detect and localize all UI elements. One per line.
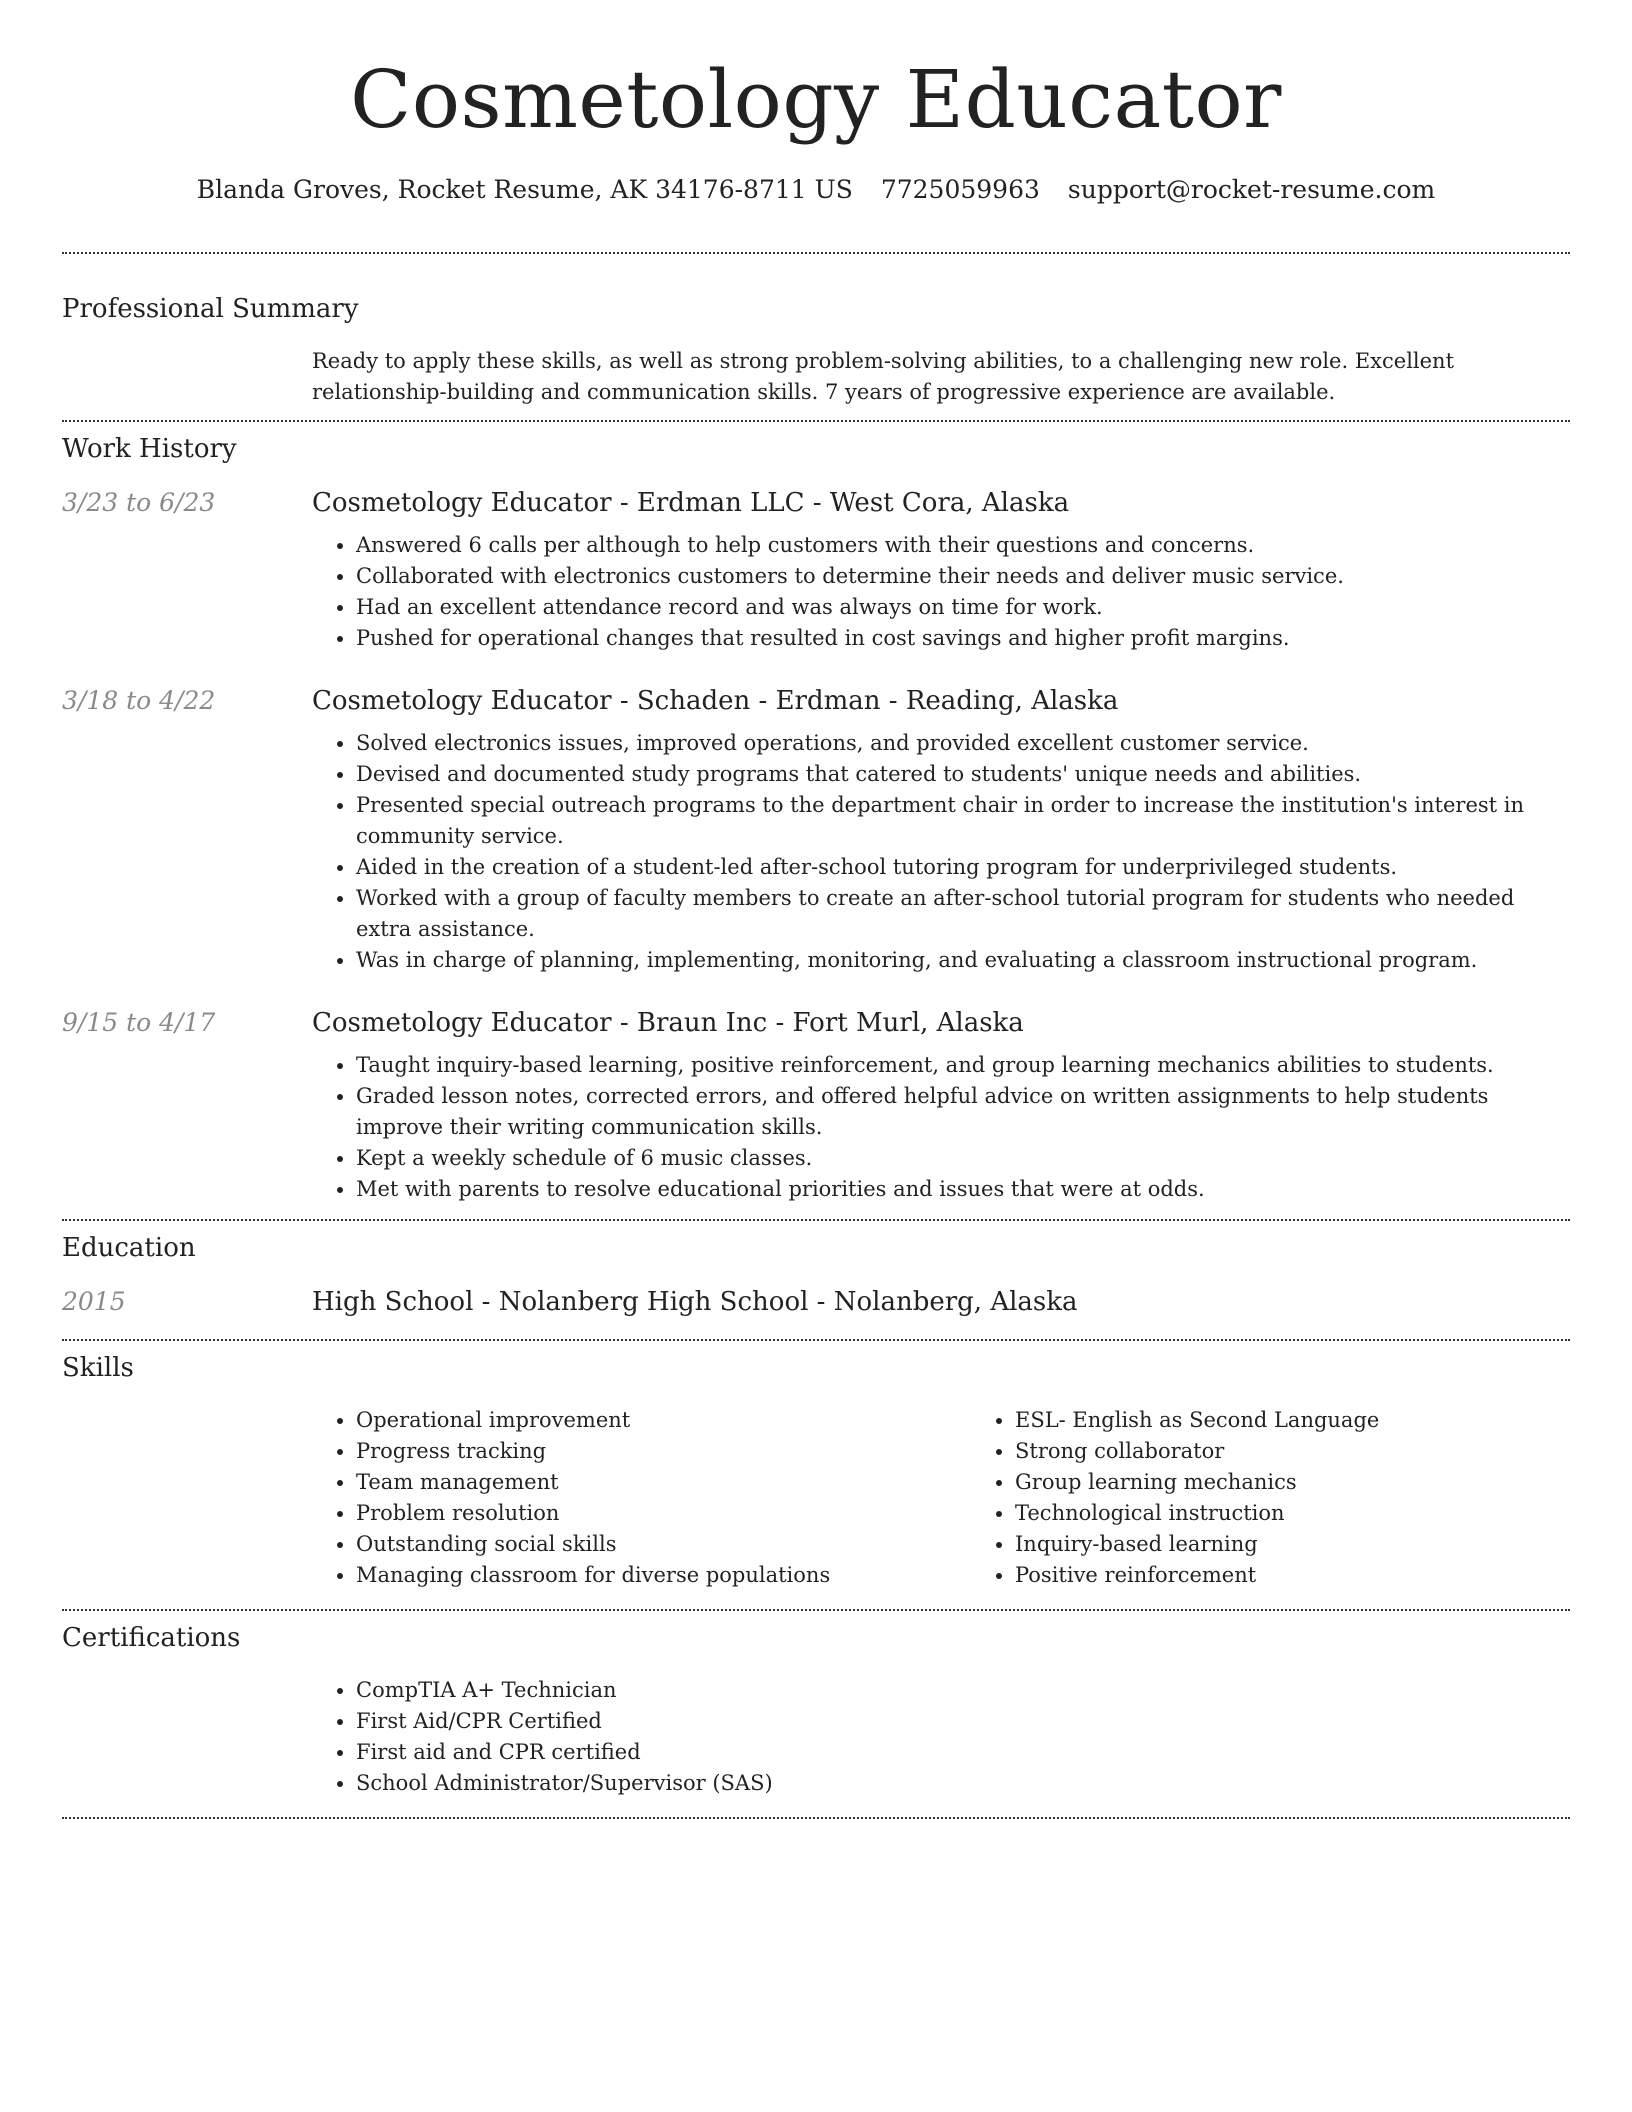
skills-column-left	[312, 1405, 971, 1591]
list-item: • Operational improvement	[356, 1405, 971, 1436]
list-item: • Worked with a group of faculty members to create an after-school tutorial program for students who needed extra assistance.	[356, 883, 1570, 945]
list-item: • Pushed for operational changes that resulted in cost savings and higher profit margins.	[356, 623, 1570, 654]
job-title: Cosmetology Educator - Erdman LLC - West Cora, Alaska	[312, 488, 1070, 518]
contact-email: support@rocket-resume.com	[1067, 175, 1436, 204]
list-item: • Kept a weekly schedule of 6 music classes.	[356, 1143, 1570, 1174]
list-item: • Problem resolution	[356, 1498, 971, 1529]
list-item: • Technological instruction	[1015, 1498, 1570, 1529]
section-heading-certifications: Certifications	[62, 1623, 241, 1653]
job-entry	[62, 486, 1570, 654]
skills-section	[62, 1341, 1570, 1591]
list-item: • CompTIA A+ Technician	[356, 1675, 1570, 1706]
list-item: • Group learning mechanics	[1015, 1467, 1570, 1498]
list-item: • Taught inquiry-based learning, positive reinforcement, and group learning mechanics abilities to students.	[356, 1050, 1570, 1081]
list-item: • First aid and CPR certified	[356, 1737, 1570, 1768]
job-dates: 3/18 to 4/22	[62, 686, 216, 715]
list-item: • Outstanding social skills	[356, 1529, 971, 1560]
job-entry	[62, 684, 1570, 976]
list-item: • Had an excellent attendance record and was always on time for work.	[356, 592, 1570, 623]
education-year: 2015	[62, 1287, 126, 1316]
education-entry	[62, 1285, 1570, 1319]
contact-address: Blanda Groves, Rocket Resume, AK 34176-8711 US	[196, 175, 853, 204]
list-item: • Aided in the creation of a student-led after-school tutoring program for underprivileged students.	[356, 852, 1570, 883]
list-item: • Was in charge of planning, implementing, monitoring, and evaluating a classroom instructional program.	[356, 945, 1570, 976]
resume-title: Cosmetology Educator	[350, 53, 1282, 146]
list-item: • Devised and documented study programs that catered to students' unique needs and abilities.	[356, 759, 1570, 790]
list-item: • Team management	[356, 1467, 971, 1498]
summary-section	[62, 254, 1570, 408]
education-section	[62, 1221, 1570, 1319]
skills-column-right	[971, 1405, 1570, 1591]
job-title: Cosmetology Educator - Braun Inc - Fort Murl, Alaska	[312, 1008, 1024, 1038]
job-dates: 9/15 to 4/17	[62, 1008, 216, 1037]
list-item: • Solved electronics issues, improved operations, and provided excellent customer service.	[356, 728, 1570, 759]
list-item: • Strong collaborator	[1015, 1436, 1570, 1467]
list-item: • Presented special outreach programs to the department chair in order to increase the institution's interest in community service.	[356, 790, 1570, 852]
certifications-section	[62, 1611, 1570, 1799]
job-bullets	[312, 728, 1570, 976]
work-history-section	[62, 422, 1570, 1205]
list-item: • First Aid/CPR Certified	[356, 1706, 1570, 1737]
job-bullets	[312, 1050, 1570, 1205]
list-item: • Progress tracking	[356, 1436, 971, 1467]
list-item: • Positive reinforcement	[1015, 1560, 1570, 1591]
section-heading-skills: Skills	[62, 1353, 134, 1383]
contact-line	[62, 174, 1570, 206]
skills-list	[312, 1405, 1570, 1591]
job-title: Cosmetology Educator - Schaden - Erdman - Reading, Alaska	[312, 686, 1119, 716]
section-heading-work-history: Work History	[62, 434, 237, 464]
job-entry	[62, 1006, 1570, 1205]
contact-phone: 7725059963	[880, 175, 1040, 204]
job-dates: 3/23 to 6/23	[62, 488, 216, 517]
summary-text: Ready to apply these skills, as well as strong problem-solving abilities, to a challenging new role. Excellent relationship-building and communication skills. 7 years of progressive experience are available.	[312, 349, 1455, 404]
list-item: • Answered 6 calls per although to help customers with their questions and concerns.	[356, 530, 1570, 561]
list-item: • Collaborated with electronics customers to determine their needs and deliver music service.	[356, 561, 1570, 592]
list-item: • ESL- English as Second Language	[1015, 1405, 1570, 1436]
certifications-list	[312, 1675, 1570, 1799]
list-item: • Graded lesson notes, corrected errors, and offered helpful advice on written assignments to help students improve their writing communication skills.	[356, 1081, 1570, 1143]
list-item: • Managing classroom for diverse populations	[356, 1560, 971, 1591]
education-title: High School - Nolanberg High School - Nolanberg, Alaska	[312, 1287, 1078, 1317]
list-item: • Inquiry-based learning	[1015, 1529, 1570, 1560]
list-item: • Met with parents to resolve educational priorities and issues that were at odds.	[356, 1174, 1570, 1205]
section-heading-education: Education	[62, 1233, 196, 1263]
list-item: • School Administrator/Supervisor (SAS)	[356, 1768, 1570, 1799]
section-heading-summary: Professional Summary	[62, 294, 359, 324]
divider	[62, 1817, 1570, 1819]
job-bullets	[312, 530, 1570, 654]
